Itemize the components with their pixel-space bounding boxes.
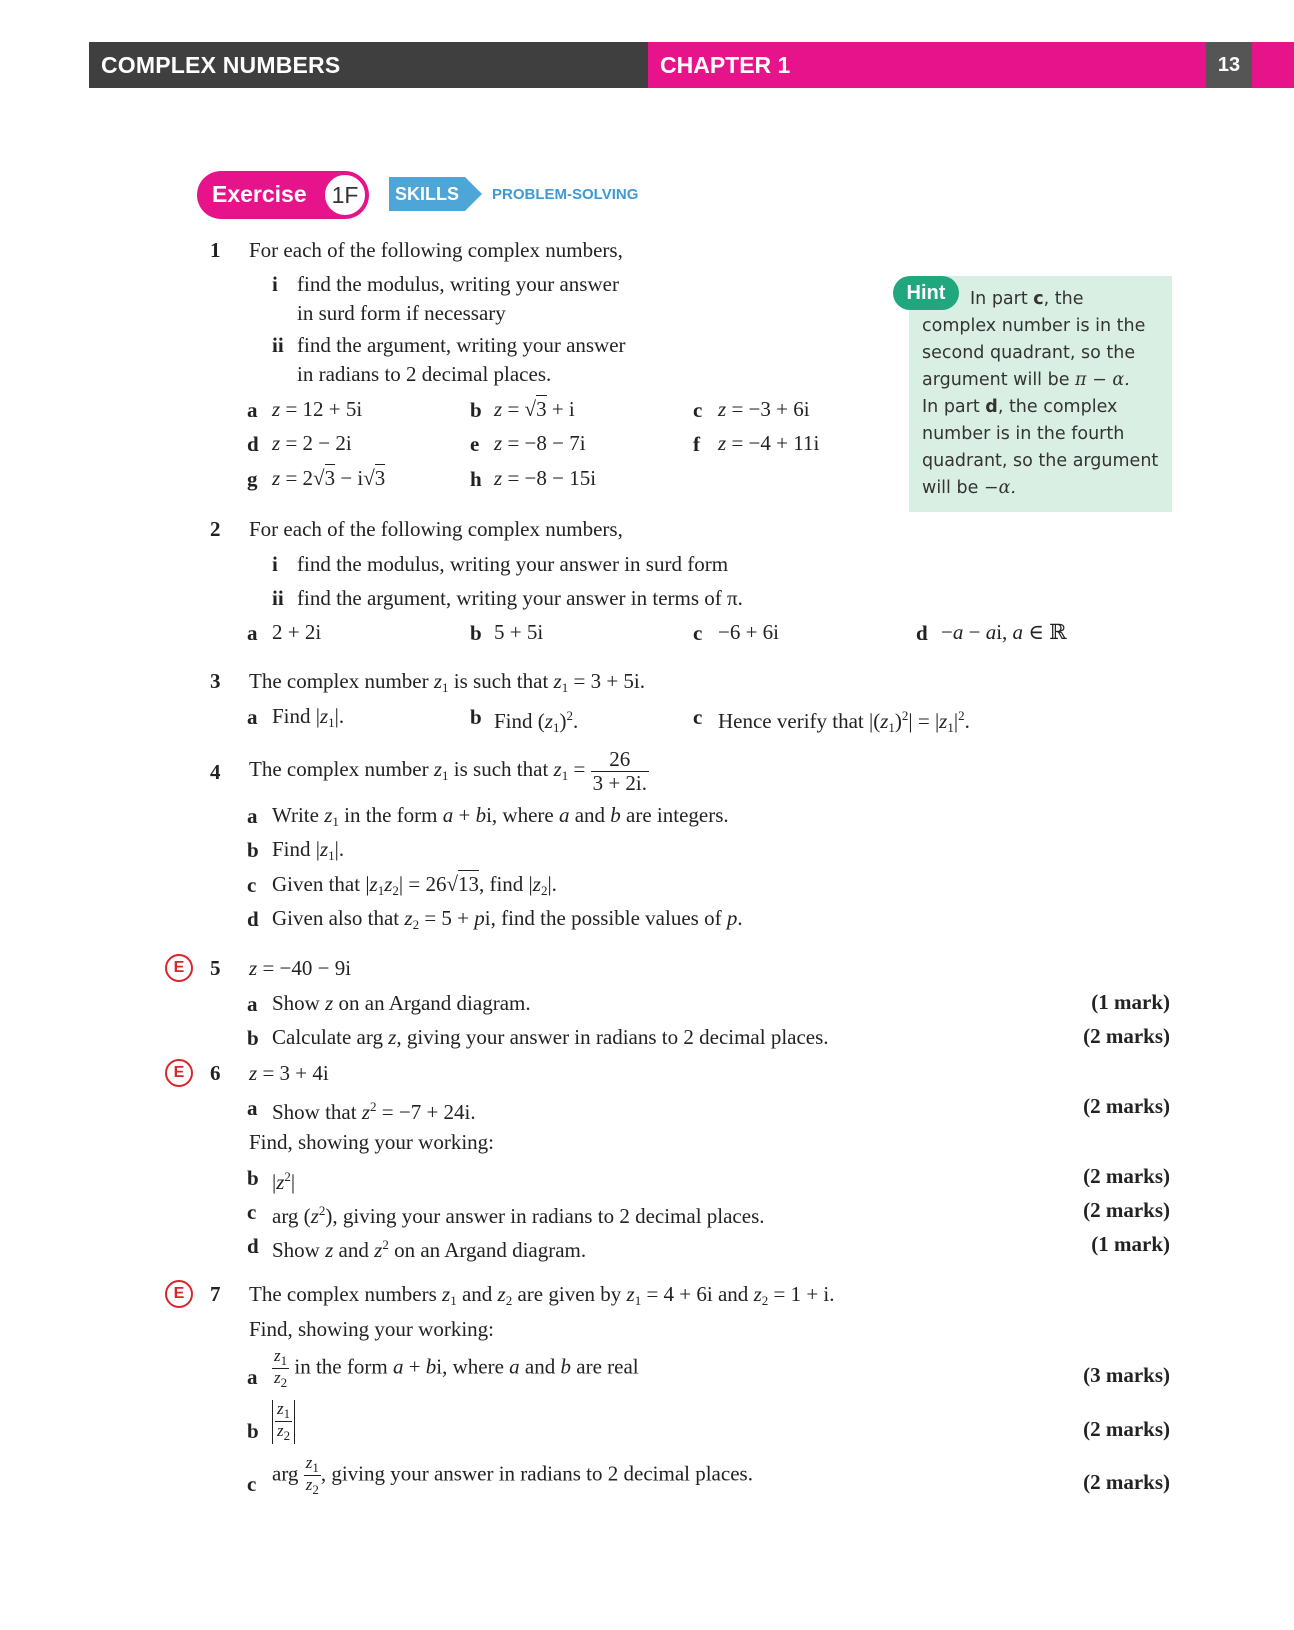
part-text: Find $(z_1)^2$. xyxy=(494,708,579,735)
part-text: find the argument, writing your answer xyxy=(297,333,626,357)
part-label: b xyxy=(470,398,482,422)
part-label: a xyxy=(247,992,258,1016)
part-label: b xyxy=(247,1166,259,1190)
part-label: a xyxy=(247,398,258,422)
marks: (2 marks) xyxy=(1083,1417,1170,1441)
question-number: 1 xyxy=(210,238,221,262)
question-number: 2 xyxy=(210,517,221,541)
hint-text: In part c, the complex number is in the second quadrant, so the argument will be π − α. In part d, the complex number is in the fourth quadrant, so the argument will be −α. xyxy=(922,289,1159,498)
part-label: f xyxy=(693,432,700,456)
instruction: Find, showing your working: xyxy=(249,1130,495,1154)
expression: z = −4 + 11i xyxy=(718,431,820,455)
part-label: d xyxy=(916,621,928,645)
question-number: 5 xyxy=(210,956,221,980)
part-text: $\frac{z_1}{z_2}$ in the form a + bi, where a and b are real xyxy=(274,1346,639,1391)
part-label: c xyxy=(247,873,257,897)
skills-label: SKILLS xyxy=(389,177,465,211)
question-stem: The complex number $z_1$ is such that $z_1$ = $\frac{26}{3 + 2i.}$ xyxy=(249,747,648,796)
question-number: 6 xyxy=(210,1061,221,1085)
part-label: h xyxy=(470,467,482,491)
part-text: find the modulus, writing your answer xyxy=(297,272,619,296)
question-stem: z = 3 + 4i xyxy=(249,1061,329,1085)
part-label: ii xyxy=(272,333,284,357)
marks: (1 mark) xyxy=(1091,1232,1170,1256)
part-label: d xyxy=(247,907,259,931)
part-label: c xyxy=(693,621,703,645)
part-label: d xyxy=(247,1234,259,1258)
part-label: a xyxy=(247,621,258,645)
part-label: a xyxy=(247,1096,258,1120)
part-text: Given that $|z_1z_2| = 26√13$, find $|z_2|$. xyxy=(272,872,557,898)
part-text: arg $\frac{z_1}{z_2}$ , giving your answer in radians to 2 decimal places. xyxy=(272,1453,753,1498)
skills-arrow-icon xyxy=(465,177,482,211)
question-stem: For each of the following complex numbers, xyxy=(249,238,623,262)
expression: z = √3 + i xyxy=(494,397,575,421)
expression: z = 2 − 2i xyxy=(272,431,352,455)
part-text: in radians to 2 decimal places. xyxy=(297,362,552,386)
part-text: Calculate arg z, giving your answer in radians to 2 decimal places. xyxy=(272,1025,829,1049)
marks: (3 marks) xyxy=(1083,1363,1170,1387)
part-text: $|z^2|$ xyxy=(272,1169,296,1194)
part-text: arg $(z^2)$, giving your answer in radians to 2 decimal places. xyxy=(272,1203,765,1228)
part-label: b xyxy=(470,621,482,645)
part-text: Show that $z^2 = -7 + 24i$. xyxy=(272,1099,476,1124)
part-label: c xyxy=(693,398,703,422)
marks: (2 marks) xyxy=(1083,1164,1170,1188)
marks: (2 marks) xyxy=(1083,1198,1170,1222)
question-number: 4 xyxy=(210,760,221,784)
hint-badge: Hint xyxy=(893,276,959,310)
question-number: 3 xyxy=(210,669,221,693)
part-text: find the argument, writing your answer in terms of π. xyxy=(297,586,743,610)
part-label: b xyxy=(247,1026,259,1050)
chapter-label: CHAPTER 1 xyxy=(648,42,1206,88)
part-label: a xyxy=(247,705,258,729)
skills-tag xyxy=(389,177,481,211)
expression: −6 + 6i xyxy=(718,620,780,644)
expression: 2 + 2i xyxy=(272,620,322,644)
part-text: Show z on an Argand diagram. xyxy=(272,991,531,1015)
part-label: e xyxy=(470,432,480,456)
expression: z = −8 − 7i xyxy=(494,431,586,455)
exercise-badge xyxy=(197,171,369,219)
expression: z = −8 − 15i xyxy=(494,466,597,490)
part-text: Given also that $z_2 = 5$ + pi, find the possible values of p. xyxy=(272,906,743,932)
question-stem: The complex number $z_1$ is such that $z_1 = 3 + 5i$. xyxy=(249,669,646,695)
part-text: Write $z_1$ in the form a + bi, where a and b are integers. xyxy=(272,803,729,829)
exam-style-icon: E xyxy=(165,1280,193,1308)
part-text: in surd form if necessary xyxy=(297,301,506,325)
section-title: COMPLEX NUMBERS xyxy=(89,42,648,88)
part-label: i xyxy=(272,272,278,296)
part-label: b xyxy=(247,1419,259,1443)
marks: (2 marks) xyxy=(1083,1024,1170,1048)
part-label: c xyxy=(693,705,703,729)
part-label: b xyxy=(247,838,259,862)
skill-name: PROBLEM-SOLVING xyxy=(492,186,639,203)
page-number: 13 xyxy=(1206,42,1252,88)
marks: (1 mark) xyxy=(1091,990,1170,1014)
part-text: $\frac{z_1}{z_2}$ xyxy=(272,1400,295,1444)
part-label: c xyxy=(247,1472,257,1496)
question-stem: For each of the following complex numbers, xyxy=(249,517,623,541)
question-stem: The complex numbers $z_1$ and $z_2$ are given by $z_1 = 4 + 6i$ and $z_2 = 1 + i$. xyxy=(249,1282,835,1308)
part-label: g xyxy=(247,467,258,491)
exercise-number: 1F xyxy=(323,173,367,217)
part-text: Hence verify that $|(z_1)^2| = |z_1|^2$. xyxy=(718,708,970,735)
instruction: Find, showing your working: xyxy=(249,1317,495,1341)
chapter-header-bar xyxy=(89,42,1294,88)
part-label: d xyxy=(247,432,259,456)
part-text: Find $|z_1|$. xyxy=(272,704,345,730)
header-bar-end xyxy=(1252,42,1294,88)
part-text: find the modulus, writing your answer in surd form xyxy=(297,552,729,576)
part-label: i xyxy=(272,552,278,576)
expression: 5 + 5i xyxy=(494,620,544,644)
expression: z = −3 + 6i xyxy=(718,397,810,421)
exam-style-icon: E xyxy=(165,954,193,982)
marks: (2 marks) xyxy=(1083,1094,1170,1118)
part-label: a xyxy=(247,1365,258,1389)
part-label: ii xyxy=(272,586,284,610)
part-label: c xyxy=(247,1200,257,1224)
question-number: 7 xyxy=(210,1282,221,1306)
part-text: Find $|z_1|$. xyxy=(272,837,345,863)
part-label: a xyxy=(247,804,258,828)
exercise-label: Exercise xyxy=(212,181,307,207)
expression: z = 2√3 − i√3 xyxy=(272,466,386,490)
question-stem: z = −40 − 9i xyxy=(249,956,352,980)
exam-style-icon: E xyxy=(165,1059,193,1087)
expression: z = 12 + 5i xyxy=(272,397,363,421)
marks: (2 marks) xyxy=(1083,1470,1170,1494)
part-label: b xyxy=(470,705,482,729)
part-text: Show z and $z^2$ on an Argand diagram. xyxy=(272,1237,587,1262)
expression: −a − ai, a ∈ ℝ xyxy=(941,620,1067,644)
